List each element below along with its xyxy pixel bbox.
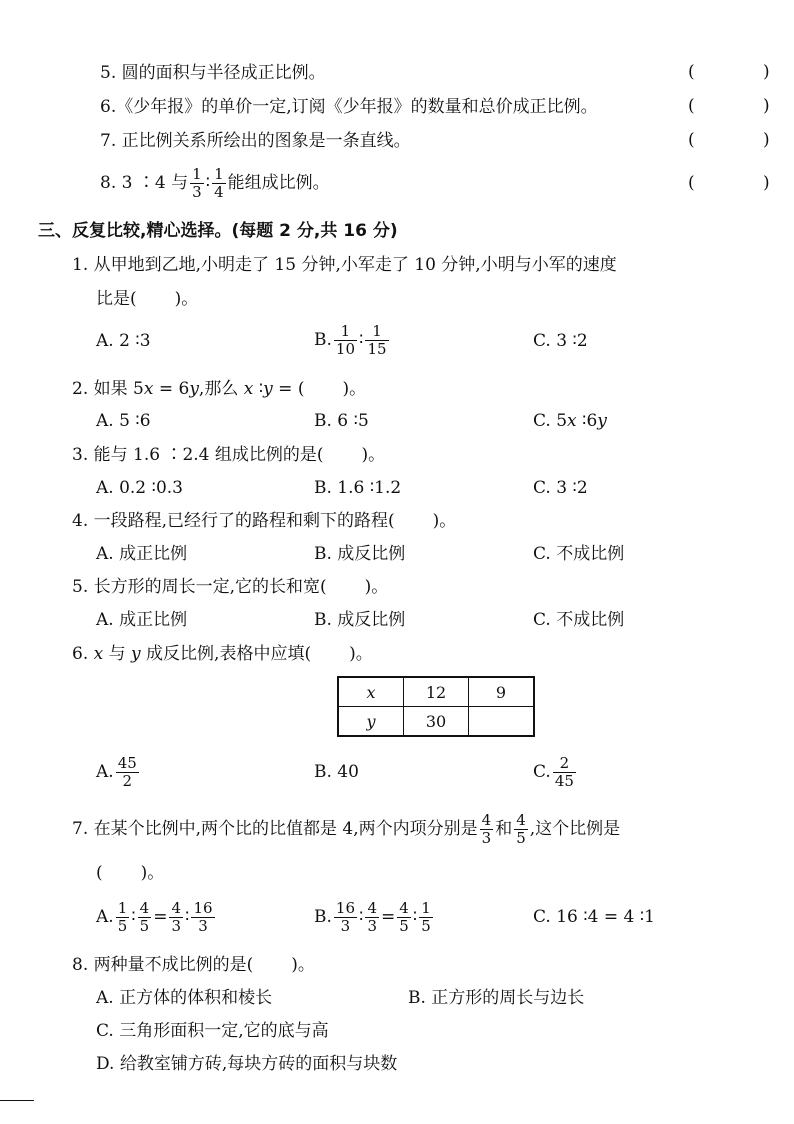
table-cell: y: [338, 707, 404, 737]
option-a[interactable]: A. 成正比例: [96, 544, 188, 564]
option-b[interactable]: B. 40: [314, 762, 359, 782]
option-a[interactable]: A. 正方体的体积和棱长: [96, 988, 273, 1008]
fraction: $\frac{4}{3}$: [481, 811, 492, 847]
fraction: $\frac{45}{2}$: [117, 754, 137, 790]
answer-paren-open[interactable]: (: [688, 62, 695, 82]
judge-item-6: 6.《少年报》的单价一定,订阅《少年报》的数量和总价成正比例。: [100, 97, 598, 117]
table-cell: 30: [404, 707, 469, 737]
fraction: $\frac{1}{15}$: [367, 322, 387, 358]
option-c[interactable]: C. 不成比例: [533, 610, 625, 630]
option-c[interactable]: C. 3 ∶2: [533, 331, 588, 351]
value-table: [337, 676, 535, 737]
fraction: $\frac{4}{3}$: [367, 899, 377, 935]
fraction: $\frac{16}{3}$: [335, 899, 355, 935]
table-cell: 12: [404, 677, 469, 707]
fraction: $\frac{1}{5}$: [421, 899, 431, 935]
question-7-stem: 7. 在某个比例中,两个比的比值都是 4,两个内项分别是 $\frac{4}{3}$ 和 $\frac{4}{5}$ ,这个比例是: [72, 811, 621, 847]
option-a[interactable]: A. 成正比例: [96, 610, 188, 630]
section-title: 三、反复比较,精心选择。(每题 2 分,共 16 分): [38, 221, 398, 241]
option-a[interactable]: A. 2 ∶3: [96, 331, 151, 351]
question-3-stem: 3. 能与 1.6 ∶2.4 组成比例的是( )。: [72, 445, 386, 465]
option-c[interactable]: C. $\frac{2}{45}$: [533, 754, 574, 790]
question-7-stem-cont: ( )。: [96, 863, 165, 883]
table-row: [338, 707, 534, 737]
answer-paren-open[interactable]: (: [688, 173, 695, 193]
option-c[interactable]: C. 3 ∶2: [533, 478, 588, 498]
option-c[interactable]: C. 不成比例: [533, 544, 625, 564]
fraction: $\frac{16}{3}$: [193, 899, 213, 935]
option-d[interactable]: D. 给教室铺方砖,每块方砖的面积与块数: [96, 1054, 398, 1074]
fraction: $\frac{1}{5}$: [117, 899, 128, 935]
judge-item-7: 7. 正比例关系所绘出的图象是一条直线。: [100, 131, 411, 151]
option-a[interactable]: A. $\frac{1}{5}$ ∶ $\frac{4}{5}$ = $\frac{4}{3}$ ∶ $\frac{16}{3}$: [96, 899, 213, 935]
answer-paren-close: ): [763, 96, 770, 116]
option-b[interactable]: B. 1.6 ∶1.2: [314, 478, 402, 498]
option-b[interactable]: B. $\frac{1}{10}$ ∶ $\frac{1}{15}$: [314, 322, 387, 358]
option-b[interactable]: B. 成反比例: [314, 544, 406, 564]
fraction: $\frac{2}{45}$: [554, 754, 574, 790]
judge-item-5: 5. 圆的面积与半径成正比例。: [100, 63, 326, 83]
option-b[interactable]: B. 6 ∶5: [314, 411, 369, 431]
fraction: $\frac{1}{10}$: [335, 322, 355, 358]
fraction: $\frac{1}{4}$: [214, 165, 224, 201]
option-c[interactable]: C. 16 ∶4 = 4 ∶1: [533, 907, 655, 927]
question-8-stem: 8. 两种量不成比例的是( )。: [72, 955, 315, 975]
question-1-stem-cont: 比是( )。: [96, 289, 199, 309]
option-b[interactable]: B. 成反比例: [314, 610, 406, 630]
judge-item-8: 8. 3 ∶4 与 $\frac{1}{3}$ ∶ $\frac{1}{4}$ 能组成比例。: [100, 165, 330, 201]
answer-paren-close: ): [763, 173, 770, 193]
question-4-stem: 4. 一段路程,已经行了的路程和剩下的路程( )。: [72, 511, 457, 531]
answer-paren-close: ): [763, 130, 770, 150]
footer-rule: [0, 1100, 34, 1101]
table-cell: 9: [469, 677, 535, 707]
table-row: [338, 677, 534, 707]
fraction: $\frac{4}{3}$: [171, 899, 182, 935]
fraction: $\frac{4}{5}$: [139, 899, 150, 935]
fraction: $\frac{4}{5}$: [516, 811, 526, 847]
question-1-stem: 1. 从甲地到乙地,小明走了 15 分钟,小军走了 10 分钟,小明与小军的速度: [72, 255, 617, 275]
table-cell: x: [338, 677, 404, 707]
fraction: $\frac{1}{3}$: [192, 165, 202, 201]
answer-paren-close: ): [763, 62, 770, 82]
fraction: $\frac{4}{5}$: [399, 899, 409, 935]
option-a[interactable]: A. 5 ∶6: [96, 411, 151, 431]
option-a[interactable]: A. $\frac{45}{2}$: [96, 754, 137, 790]
option-b[interactable]: B. $\frac{16}{3}$ ∶ $\frac{4}{3}$ = $\frac{4}{5}$ ∶ $\frac{1}{5}$: [314, 899, 431, 935]
question-2-stem: 2. 如果 5x = 6y,那么 x ∶y = ( )。: [72, 379, 367, 399]
option-c[interactable]: C. 5x ∶6y: [533, 411, 607, 431]
option-c[interactable]: C. 三角形面积一定,它的底与高: [96, 1021, 329, 1041]
option-b[interactable]: B. 正方形的周长与边长: [408, 988, 585, 1008]
answer-paren-open[interactable]: (: [688, 130, 695, 150]
question-6-stem: 6. x 与 y 成反比例,表格中应填( )。: [72, 644, 373, 664]
question-5-stem: 5. 长方形的周长一定,它的长和宽( )。: [72, 577, 389, 597]
answer-paren-open[interactable]: (: [688, 96, 695, 116]
table-cell-empty[interactable]: [469, 707, 535, 737]
option-a[interactable]: A. 0.2 ∶0.3: [96, 478, 183, 498]
